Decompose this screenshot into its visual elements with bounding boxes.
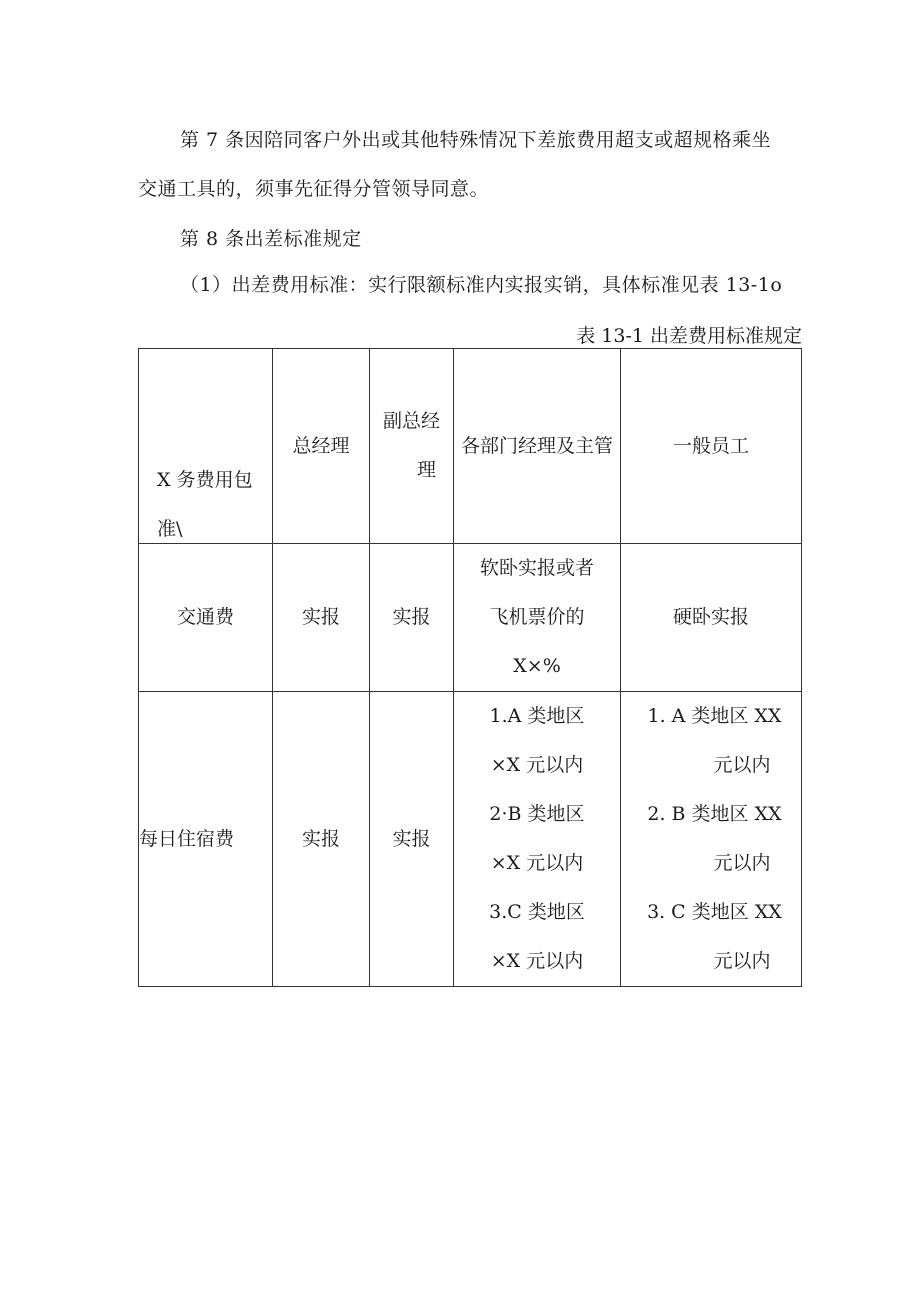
- lodging-staff-item-1-cont: 元以内: [713, 754, 771, 776]
- cell-lodging-general-manager: 实报: [273, 692, 370, 987]
- corner-label-line-1: X 务费用包: [157, 469, 253, 491]
- row-label-transport: 交通费: [139, 544, 273, 692]
- transport-dept-line-3: X×%: [513, 655, 561, 677]
- header-general-staff: 一般员工: [621, 349, 802, 544]
- header-deputy-manager-line-1: 副总经: [382, 410, 440, 432]
- expense-standard-table: [138, 348, 802, 987]
- cell-transport-dept-managers: [454, 544, 621, 692]
- article-7-line-2: 交通工具的，须事先征得分管领导同意。: [138, 178, 490, 200]
- lodging-staff-item-2: [621, 790, 801, 839]
- lodging-staff-item-3-cont: 元以内: [713, 950, 771, 972]
- corner-header-cell: [139, 349, 273, 544]
- lodging-dept-line-4: ×X 元以内: [490, 852, 584, 874]
- cell-transport-general-manager: 实报: [273, 544, 370, 692]
- lodging-dept-line-2: ×X 元以内: [490, 754, 584, 776]
- lodging-dept-line-5: 3.C 类地区: [489, 901, 585, 923]
- corner-label-line-2: 准\: [157, 518, 183, 540]
- article-8-title: 第 8 条出差标准规定: [180, 228, 362, 250]
- article-8-item-1: （1）出差费用标准：实行限额标准内实报实销，具体标准见表 13-1o: [180, 274, 783, 296]
- lodging-staff-item-1-text: A 类地区 XX: [671, 705, 782, 727]
- header-deputy-manager: [370, 349, 454, 544]
- header-general-manager: 总经理: [273, 349, 370, 544]
- header-deputy-manager-line-2: 理: [416, 459, 436, 481]
- lodging-staff-item-2-cont: 元以内: [713, 852, 771, 874]
- lodging-staff-item-1: [621, 692, 801, 741]
- row-label-lodging: 每日住宿费: [139, 692, 273, 987]
- transport-dept-line-1: 软卧实报或者: [479, 557, 594, 579]
- cell-transport-general-staff: 硬卧实报: [621, 544, 802, 692]
- lodging-staff-item-2-number: 2.: [647, 803, 666, 825]
- lodging-dept-line-1: 1.A 类地区: [489, 705, 585, 727]
- transport-dept-line-2: 飞机票价的: [489, 606, 585, 628]
- cell-lodging-general-staff: [621, 692, 802, 987]
- lodging-staff-item-3: [621, 888, 801, 937]
- table-caption: 表 13-1 出差费用标准规定: [576, 325, 802, 347]
- table-row-lodging: [139, 692, 802, 987]
- cell-lodging-dept-managers: [454, 692, 621, 987]
- article-7-line-1: 第 7 条因陪同客户外出或其他特殊情况下差旅费用超支或超规格乘坐: [180, 129, 772, 151]
- lodging-dept-line-3: 2·B 类地区: [489, 803, 585, 825]
- lodging-staff-item-3-number: 3.: [647, 901, 666, 923]
- lodging-staff-item-1-number: 1.: [647, 705, 666, 727]
- cell-transport-deputy-manager: 实报: [370, 544, 454, 692]
- lodging-staff-item-3-text: C 类地区 XX: [671, 901, 782, 923]
- lodging-staff-item-2-text: B 类地区 XX: [671, 803, 782, 825]
- cell-lodging-deputy-manager: 实报: [370, 692, 454, 987]
- table-row-transport: [139, 544, 802, 692]
- header-dept-managers: 各部门经理及主管: [454, 349, 621, 544]
- lodging-dept-line-6: ×X 元以内: [490, 950, 584, 972]
- table-header-row: [139, 349, 802, 544]
